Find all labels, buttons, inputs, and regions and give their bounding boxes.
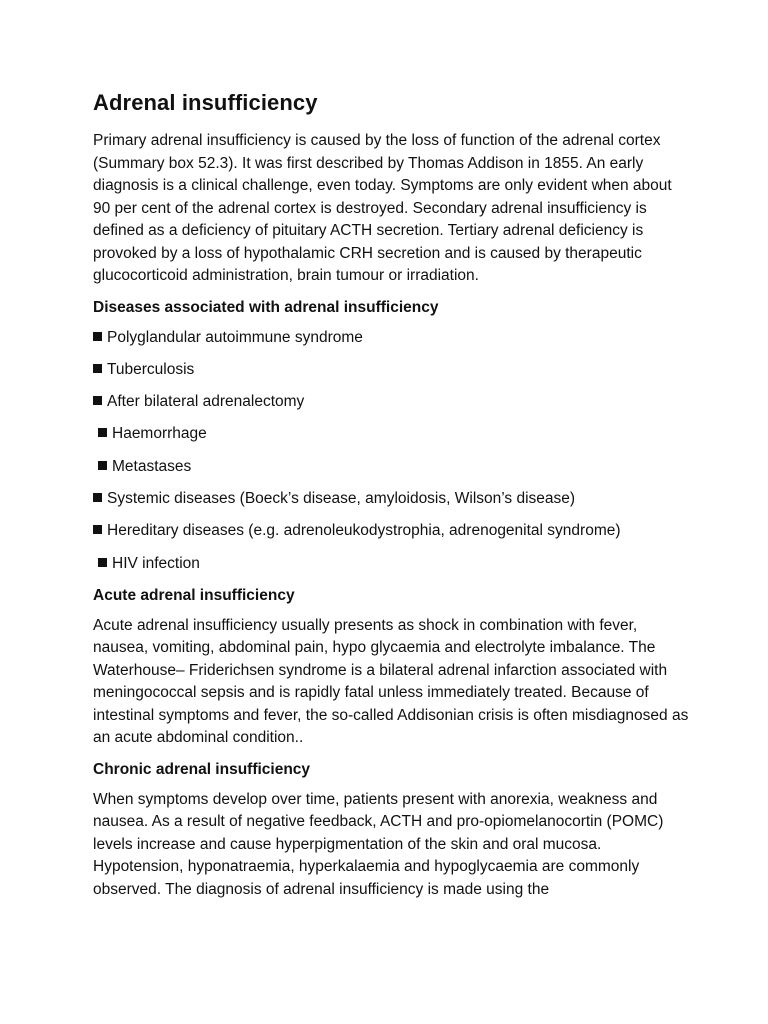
square-bullet-icon — [98, 558, 107, 567]
list-item: HIV infection — [93, 553, 693, 575]
chronic-paragraph: When symptoms develop over time, patients present with anorexia, weakness and nausea. As a result of negative feedback, ACTH and pro-opiomelanocortin (POMC) levels increase and cause hyperpigmentation of the skin and oral mucosa. Hypotension, hyponatraemia, hyperkalaemia and hypoglycaemia are commonly observed. The diagnosis of adrenal insufficiency is made using the — [93, 790, 664, 898]
chronic-heading: Chronic adrenal insufficiency — [93, 760, 311, 778]
square-bullet-icon — [93, 364, 102, 373]
list-item: Haemorrhage — [93, 423, 693, 445]
diseases-heading: Diseases associated with adrenal insufficiency — [93, 298, 439, 316]
diseases-list — [93, 327, 693, 575]
page-title: Adrenal insufficiency — [93, 90, 318, 115]
acute-paragraph: Acute adrenal insufficiency usually presents as shock in combination with fever, nausea, vomiting, abdominal pain, hypo glycaemia and electrolyte imbalance. The Waterhouse– Friderichsen syndrome is a bilateral adrenal infarction associated with meningococcal sepsis and is rapidly fatal unless immediately treated. Because of intestinal symptoms and fever, the so-called Addisonian crisis is often misdiagnosed as an acute abdominal condition.. — [93, 616, 689, 747]
list-item: Systemic diseases (Boeck’s disease, amyloidosis, Wilson’s disease) — [93, 488, 693, 510]
acute-heading: Acute adrenal insufficiency — [93, 586, 295, 604]
list-item: Hereditary diseases (e.g. adrenoleukodystrophia, adrenogenital syndrome) — [93, 520, 693, 542]
list-item: Metastases — [93, 456, 693, 478]
list-item: Polyglandular autoimmune syndrome — [93, 327, 693, 349]
document-page — [93, 88, 693, 910]
list-item: After bilateral adrenalectomy — [93, 391, 693, 413]
square-bullet-icon — [93, 525, 102, 534]
list-item: Tuberculosis — [93, 359, 693, 381]
intro-paragraph: Primary adrenal insufficiency is caused by the loss of function of the adrenal cortex (Summary box 52.3). It was first described by Thomas Addison in 1855. An early diagnosis is a clinical challenge, even today. Symptoms are only evident when about 90 per cent of the adrenal cortex is destroyed. Secondary adrenal insufficiency is defined as a deficiency of pituitary ACTH secretion. Tertiary adrenal deficiency is provoked by a loss of hypothalamic CRH secretion and is caused by therapeutic glucocorticoid administration, brain tumour or irradiation. — [93, 132, 672, 284]
square-bullet-icon — [98, 461, 107, 470]
square-bullet-icon — [93, 493, 102, 502]
square-bullet-icon — [93, 396, 102, 405]
square-bullet-icon — [93, 332, 102, 341]
square-bullet-icon — [98, 428, 107, 437]
